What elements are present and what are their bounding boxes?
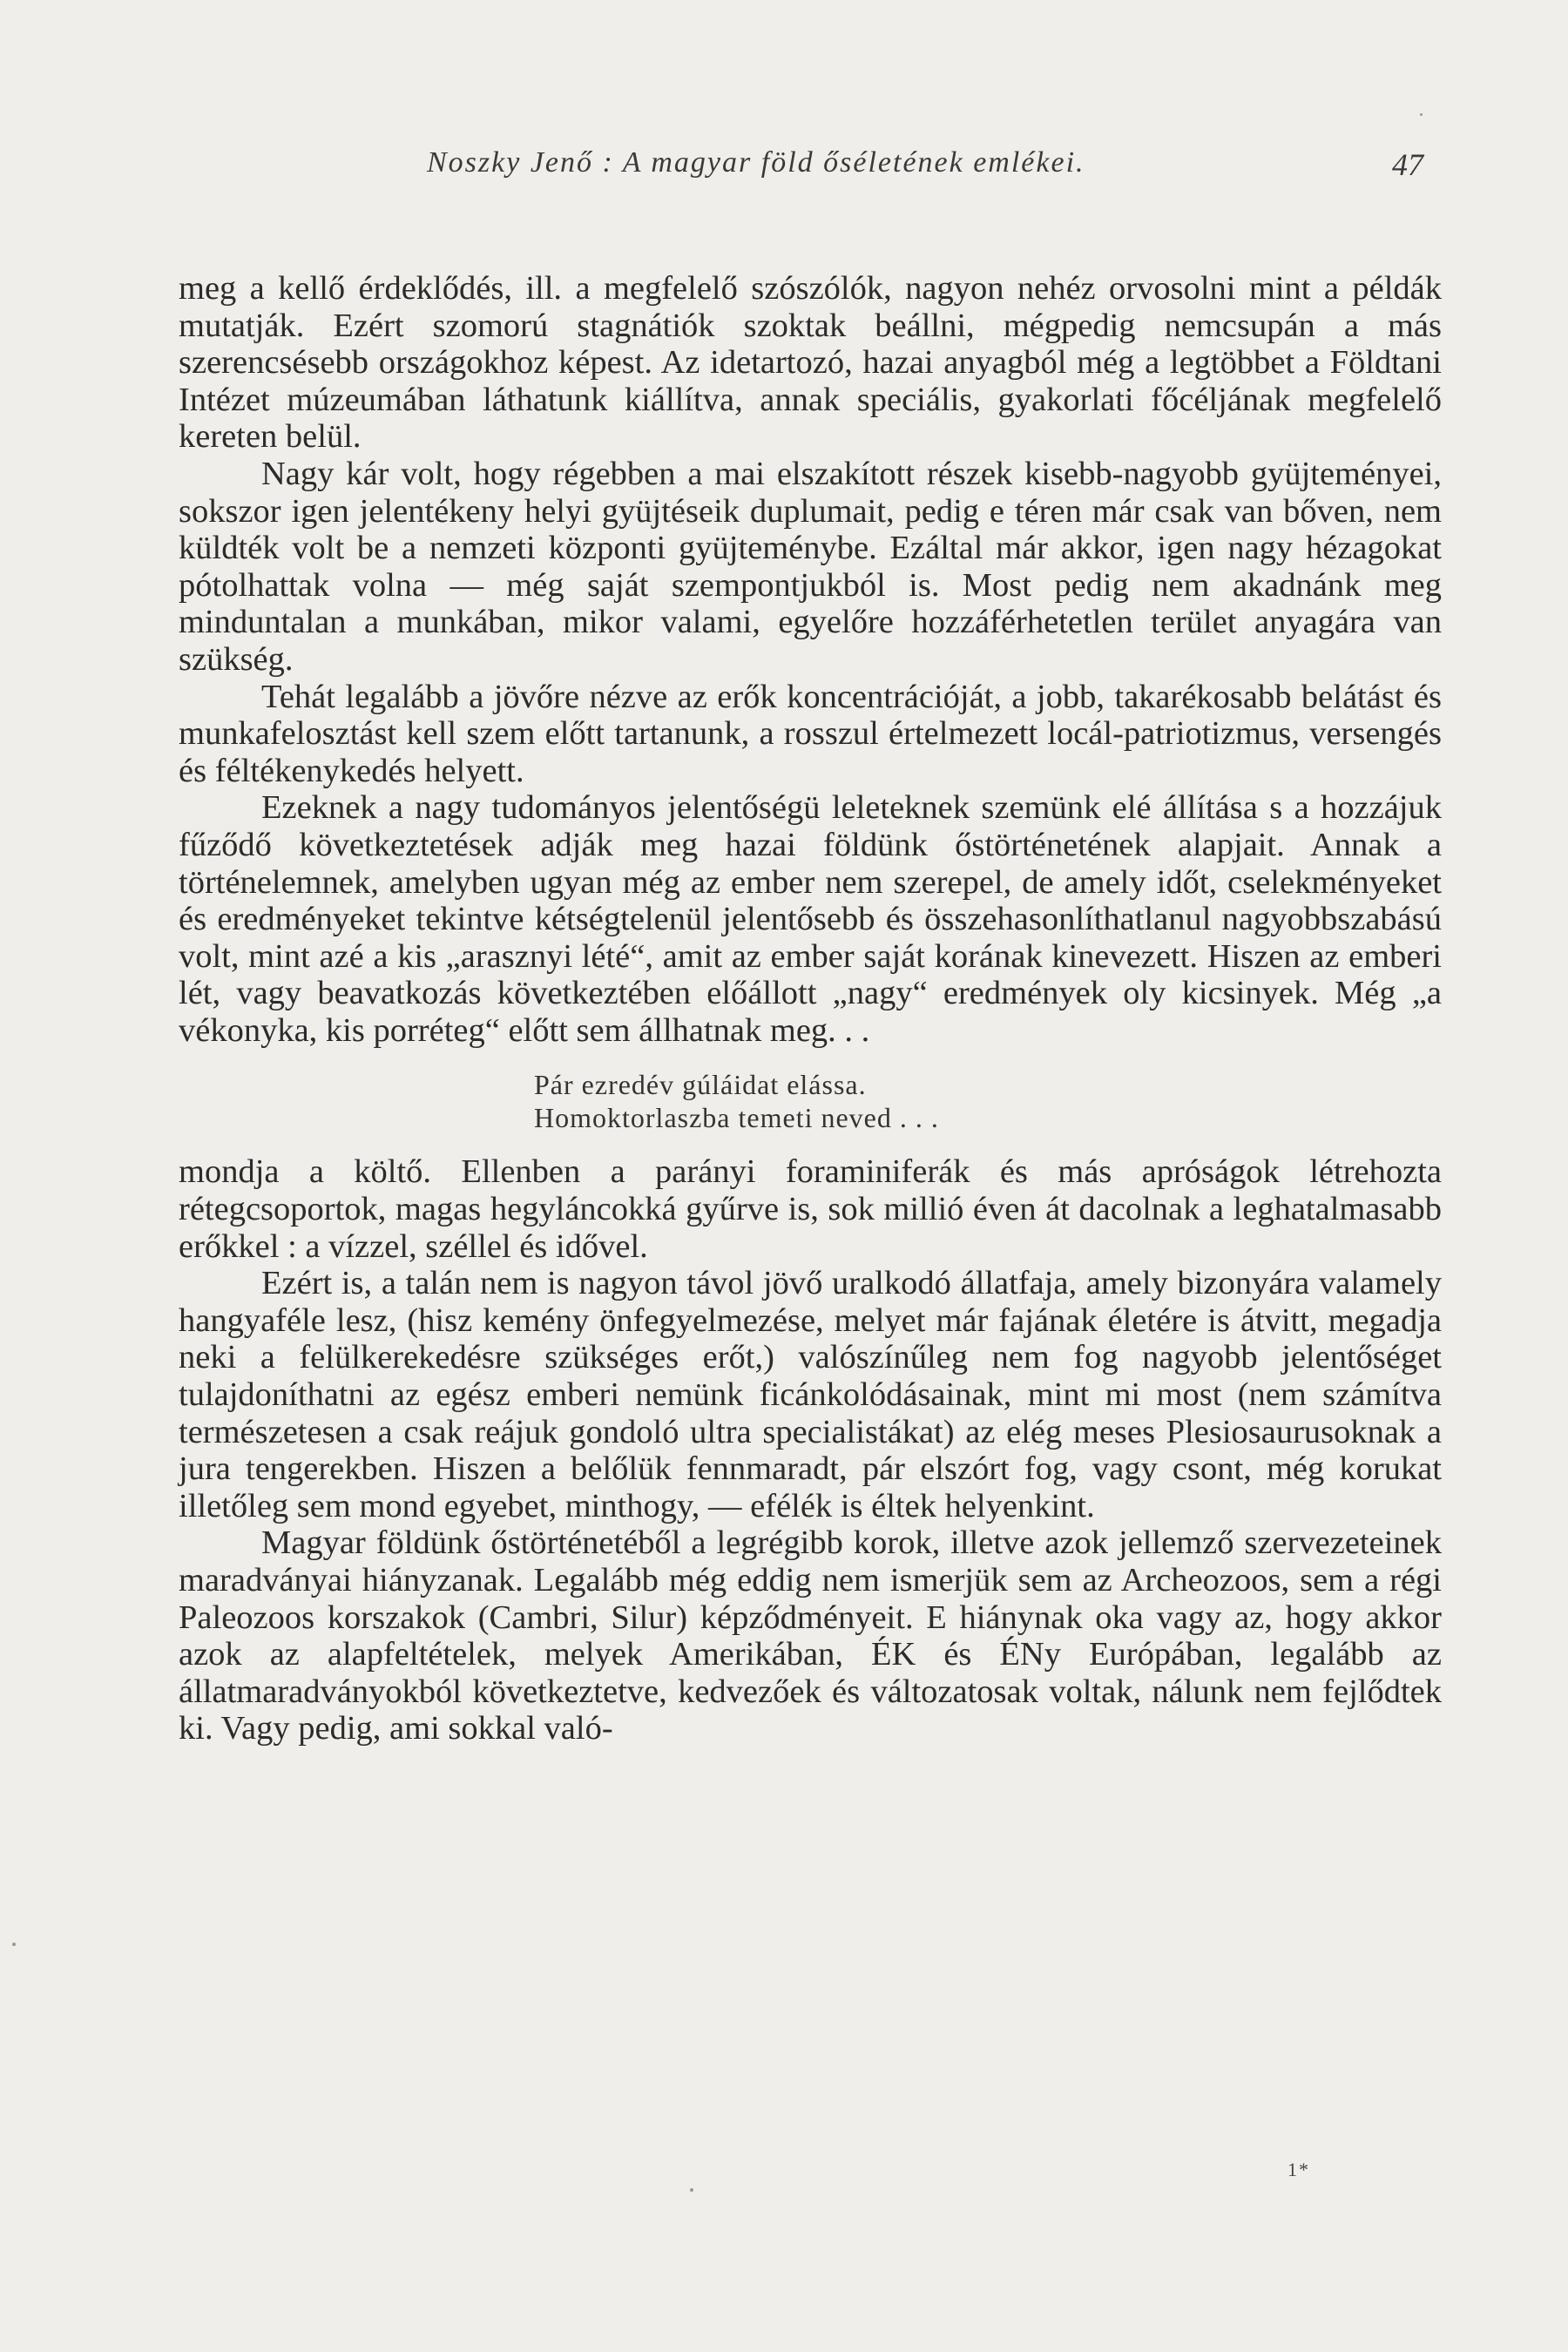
paragraph: mondja a költő. Ellenben a parányi foraminiferák és más apróságok létrehozta rétegcsoportok, magas hegyláncokká gyűrve is, sok millió éven át dacolnak a leghatalmasabb erőkkel : a vízzel, széllel és idővel. [179,1153,1442,1265]
paper-speck [690,2188,693,2192]
running-title: Noszky Jenő : A magyar föld őséletének emlékei. [427,146,1085,179]
page-number: 47 [1392,147,1423,182]
paper-speck [1420,113,1423,116]
running-head [0,146,1568,199]
body-text [179,270,1442,1747]
paragraph: Tehát legalább a jövőre nézve az erők koncentrációját, a jobb, takarékosabb belátást és munkafelosztást kell szem előtt tartanunk, a rosszul értelmezett locál-patriotizmus, versengés és féltékenykedés helyett. [179,678,1442,789]
verse-line: Homoktorlaszba temeti neved . . . [534,1102,939,1134]
paper-speck [12,1943,16,1946]
verse-quote [534,1068,1442,1134]
paragraph: Magyar földünk őstörténetéből a legrégibb korok, illetve azok jellemző szervezeteinek maradványai hiányzanak. Legalább még eddig nem ismerjük sem az Archeozoos, sem a régi Paleozoos korszakok (Cambri, Silur) képződményeit. E hiánynak oka vagy az, hogy akkor azok az alapfeltételek, melyek Amerikában, ÉK és ÉNy Európában, legalább az állatmaradványokból következtetve, kedvezőek és változatosak voltak, nálunk nem fejlődtek ki. Vagy pedig, ami sokkal való- [179,1524,1442,1747]
verse-line: Pár ezredév gúláidat elássa. [534,1069,867,1101]
paragraph: Nagy kár volt, hogy régebben a mai elszakított részek kisebb-nagyobb gyüjteményei, sokszor igen jelentékeny helyi gyüjtéseik duplumait, pedig e téren már csak van bőven, nem küldték volt be a nemzeti központi gyüjteménybe. Ezáltal már akkor, igen nagy hézagokat pótolhattak volna — még saját szempontjukból is. Most pedig nem akadnánk meg minduntalan a munkában, mikor valami, egyelőre hozzáférhetetlen terület anyagára van szükség. [179,455,1442,678]
paragraph: Ezeknek a nagy tudományos jelentőségü leleteknek szemünk elé állítása s a hozzájuk fűződő következtetések adják meg hazai földünk őstörténetének alapjait. Annak a történelemnek, amelyben ugyan még az ember nem szerepel, de amely időt, cselekményeket és eredményeket tekintve kétségtelenül jelentősebb és összehasonlíthatlanul nagyobbszabású volt, mint azé a kis „arasznyi lété“, amit az ember saját korának kinevezett. Hiszen az emberi lét, vagy beavatkozás következtében előállott „nagy“ eredmények oly kicsinyek. Még „a vékonyka, kis porréteg“ előtt sem állhatnak meg. . . [179,789,1442,1049]
paragraph: meg a kellő érdeklődés, ill. a megfelelő szószólók, nagyon nehéz orvosolni mint a példák mutatják. Ezért szomorú stagnátiók szoktak beállni, mégpedig nemcsupán a más szerencsésebb országokhoz képest. Az idetartozó, hazai anyagból még a legtöbbet a Földtani Intézet múzeumában láthatunk kiállítva, annak speciális, gyakorlati főcéljának megfelelő kereten belül. [179,270,1442,456]
signature-mark: 1* [1288,2159,1310,2180]
paragraph: Ezért is, a talán nem is nagyon távol jövő uralkodó állatfaja, amely bizonyára valamely hangyaféle lesz, (hisz kemény önfegyelmezése, melyet már fajának életére is átvitt, megadja neki a felülkerekedésre szükséges erőt,) valószínűleg nem fog nagyobb jelentőséget tulajdoníthatni az egész emberi nemünk ficánkolódásainak, mint mi most (nem számítva természetesen a csak reájuk gondoló ultra specialistákat) az elég meses Plesiosaurusoknak a jura tengerekben. Hiszen a belőlük fennmaradt, pár elszórt fog, vagy csont, még korukat illetőleg sem mond egyebet, minthogy, — efélék is éltek helyenkint. [179,1265,1442,1524]
